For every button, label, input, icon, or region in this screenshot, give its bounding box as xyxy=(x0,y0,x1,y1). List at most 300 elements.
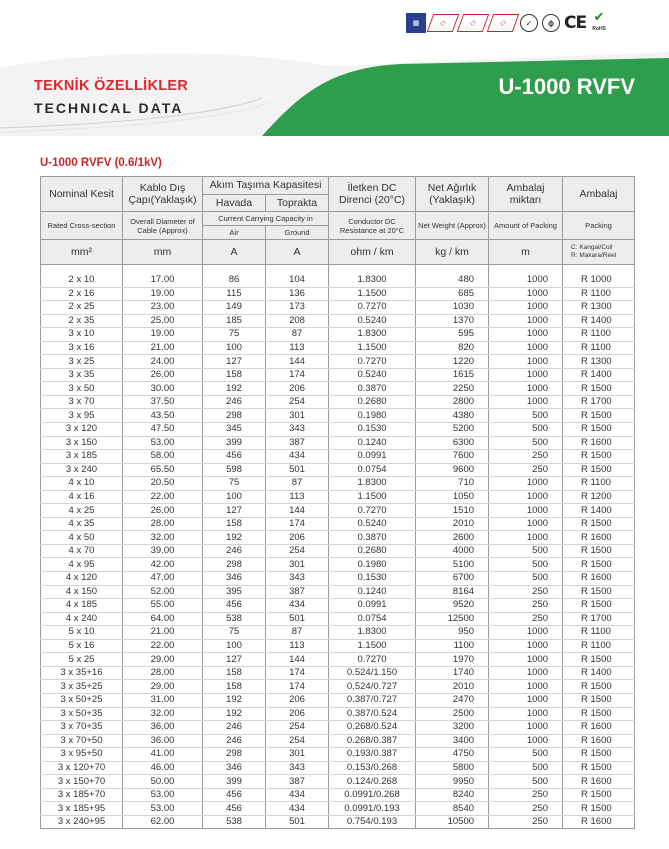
cell-resistance: 0.7270 xyxy=(329,355,416,369)
cell-current-air: 75 xyxy=(203,626,266,640)
cell-cross-section: 4 x 150 xyxy=(41,585,123,599)
cell-weight: 8540 xyxy=(416,802,489,816)
cell-amount: 1000 xyxy=(489,504,563,518)
title-turkish: TEKNİK ÖZELLİKLER xyxy=(34,78,189,94)
cell-resistance: 0.268/0.524 xyxy=(329,721,416,735)
header-resistance: İletken DC Direnci (20°C) xyxy=(329,177,416,212)
cell-weight: 4750 xyxy=(416,748,489,762)
cell-cross-section: 2 x 16 xyxy=(41,287,123,301)
cell-amount: 500 xyxy=(489,558,563,572)
unit-resistance: ohm / km xyxy=(329,240,416,265)
unit-packing-reel: R: Makara/Reel xyxy=(571,252,617,259)
cell-amount: 500 xyxy=(489,748,563,762)
cell-resistance: 0.7270 xyxy=(329,504,416,518)
cell-diameter: 29.00 xyxy=(123,653,203,667)
cell-current-air: 185 xyxy=(203,314,266,328)
cell-weight: 1050 xyxy=(416,490,489,504)
cell-current-air: 158 xyxy=(203,517,266,531)
table-row xyxy=(41,274,635,287)
cell-packing: R 1500 xyxy=(563,544,635,558)
cell-weight: 3400 xyxy=(416,734,489,748)
cell-resistance: 1.8300 xyxy=(329,626,416,640)
cell-cross-section: 3 x 70+35 xyxy=(41,721,123,735)
cell-packing: R 1500 xyxy=(563,558,635,572)
cell-diameter: 53.00 xyxy=(123,436,203,450)
cell-weight: 6700 xyxy=(416,572,489,586)
cell-current-air: 246 xyxy=(203,721,266,735)
cell-current-ground: 387 xyxy=(266,775,329,789)
cell-current-air: 399 xyxy=(203,436,266,450)
cell-amount: 500 xyxy=(489,544,563,558)
table-row xyxy=(41,666,635,680)
cell-weight: 2800 xyxy=(416,395,489,409)
cell-amount: 1000 xyxy=(489,721,563,735)
cell-current-ground: 254 xyxy=(266,734,329,748)
cell-cross-section: 3 x 50 xyxy=(41,382,123,396)
cell-amount: 1000 xyxy=(489,382,563,396)
cell-amount: 1000 xyxy=(489,274,563,287)
cell-current-ground: 254 xyxy=(266,395,329,409)
cell-amount: 1000 xyxy=(489,680,563,694)
cell-weight: 9950 xyxy=(416,775,489,789)
cell-resistance: 1.8300 xyxy=(329,477,416,491)
table-row xyxy=(41,734,635,748)
cell-packing: R 1000 xyxy=(563,274,635,287)
header-air: Havada xyxy=(203,194,266,212)
cell-amount: 1000 xyxy=(489,653,563,667)
cell-weight: 1030 xyxy=(416,301,489,315)
cell-current-air: 538 xyxy=(203,815,266,829)
table-row xyxy=(41,653,635,667)
cell-diameter: 47.00 xyxy=(123,572,203,586)
cell-current-air: 395 xyxy=(203,585,266,599)
cell-amount: 1000 xyxy=(489,287,563,301)
cell-diameter: 43.50 xyxy=(123,409,203,423)
cell-diameter: 39.00 xyxy=(123,544,203,558)
cell-packing: R 1500 xyxy=(563,693,635,707)
cell-current-ground: 174 xyxy=(266,666,329,680)
cell-resistance: 0.268/0.387 xyxy=(329,734,416,748)
table-row xyxy=(41,314,635,328)
table-row xyxy=(41,287,635,301)
cell-amount: 250 xyxy=(489,450,563,464)
cell-amount: 250 xyxy=(489,788,563,802)
cell-cross-section: 3 x 95 xyxy=(41,409,123,423)
section-title: U-1000 RVFV (0.6/1kV) xyxy=(40,157,162,169)
cell-packing: R 1600 xyxy=(563,815,635,829)
cell-resistance: 1.8300 xyxy=(329,274,416,287)
cell-resistance: 0.387/0.727 xyxy=(329,693,416,707)
table-row xyxy=(41,382,635,396)
table-row xyxy=(41,328,635,342)
cell-amount: 1000 xyxy=(489,368,563,382)
table-row xyxy=(41,531,635,545)
quality-mark-icon: ▦ xyxy=(406,13,426,33)
cell-diameter: 31.00 xyxy=(123,693,203,707)
cell-resistance: 0.1240 xyxy=(329,585,416,599)
table-row xyxy=(41,626,635,640)
cell-amount: 1000 xyxy=(489,301,563,315)
cell-packing: R 1700 xyxy=(563,395,635,409)
cell-amount: 500 xyxy=(489,761,563,775)
table-row xyxy=(41,788,635,802)
cell-resistance: 0.1240 xyxy=(329,436,416,450)
cell-packing: R 1200 xyxy=(563,490,635,504)
cell-amount: 1000 xyxy=(489,477,563,491)
round-mark-icon: ✓ xyxy=(520,14,538,32)
cell-diameter: 21.00 xyxy=(123,626,203,640)
cell-current-ground: 174 xyxy=(266,517,329,531)
cell-diameter: 42.00 xyxy=(123,558,203,572)
cell-weight: 2470 xyxy=(416,693,489,707)
cell-current-ground: 144 xyxy=(266,504,329,518)
title-english: TECHNICAL DATA xyxy=(34,100,184,116)
table-row xyxy=(41,436,635,450)
cell-cross-section: 3 x 150+70 xyxy=(41,775,123,789)
cell-current-air: 75 xyxy=(203,477,266,491)
cell-current-ground: 387 xyxy=(266,436,329,450)
cell-diameter: 36.00 xyxy=(123,734,203,748)
cell-packing: R 1500 xyxy=(563,585,635,599)
table-row xyxy=(41,721,635,735)
cell-cross-section: 4 x 70 xyxy=(41,544,123,558)
cell-current-ground: 87 xyxy=(266,626,329,640)
rohs-mark-icon: ✔ RoHS xyxy=(592,9,606,32)
cell-current-air: 298 xyxy=(203,558,266,572)
cell-current-air: 158 xyxy=(203,680,266,694)
cell-cross-section: 3 x 70+50 xyxy=(41,734,123,748)
cell-diameter: 32.00 xyxy=(123,531,203,545)
cell-amount: 250 xyxy=(489,599,563,613)
cell-weight: 10500 xyxy=(416,815,489,829)
cell-cross-section: 3 x 35+16 xyxy=(41,666,123,680)
cell-cross-section: 2 x 25 xyxy=(41,301,123,315)
table-row xyxy=(41,558,635,572)
cell-diameter: 19.00 xyxy=(123,287,203,301)
cell-cross-section: 3 x 70 xyxy=(41,395,123,409)
cell-diameter: 58.00 xyxy=(123,450,203,464)
cell-weight: 2010 xyxy=(416,680,489,694)
cell-cross-section: 3 x 240+95 xyxy=(41,815,123,829)
cell-weight: 1615 xyxy=(416,368,489,382)
cell-weight: 1970 xyxy=(416,653,489,667)
cell-packing: R 1600 xyxy=(563,436,635,450)
cell-cross-section: 2 x 10 xyxy=(41,274,123,287)
product-name: U-1000 RVFV xyxy=(498,74,635,99)
cell-weight: 9600 xyxy=(416,463,489,477)
cell-current-ground: 144 xyxy=(266,653,329,667)
table-row xyxy=(41,815,635,829)
header-weight: Net Ağırlık (Yaklaşık) xyxy=(416,177,489,212)
cell-diameter: 62.00 xyxy=(123,815,203,829)
table-body xyxy=(41,265,635,829)
cell-packing: R 1500 xyxy=(563,802,635,816)
cell-packing: R 1100 xyxy=(563,328,635,342)
cell-diameter: 29.00 xyxy=(123,680,203,694)
header-en-nominal: Rated Cross-section xyxy=(41,212,123,240)
cell-weight: 595 xyxy=(416,328,489,342)
cell-weight: 5200 xyxy=(416,423,489,437)
cell-resistance: 0.0991/0.268 xyxy=(329,788,416,802)
cell-weight: 9520 xyxy=(416,599,489,613)
cell-packing: R 1500 xyxy=(563,761,635,775)
cell-current-air: 127 xyxy=(203,653,266,667)
cell-current-air: 399 xyxy=(203,775,266,789)
table-row xyxy=(41,423,635,437)
table-row xyxy=(41,368,635,382)
cell-resistance: 0.524/0.727 xyxy=(329,680,416,694)
table-row xyxy=(41,477,635,491)
table-row xyxy=(41,693,635,707)
cell-current-air: 298 xyxy=(203,748,266,762)
cell-diameter: 41.00 xyxy=(123,748,203,762)
ce-mark-icon: CE xyxy=(564,13,587,33)
cell-weight: 1100 xyxy=(416,639,489,653)
table-row xyxy=(41,680,635,694)
cell-amount: 500 xyxy=(489,775,563,789)
cell-cross-section: 4 x 25 xyxy=(41,504,123,518)
cell-packing: R 1600 xyxy=(563,775,635,789)
cell-amount: 500 xyxy=(489,436,563,450)
cell-current-ground: 206 xyxy=(266,707,329,721)
header-en-weight: Net Weight (Approx) xyxy=(416,212,489,240)
cell-diameter: 55.00 xyxy=(123,599,203,613)
cell-resistance: 0.0754 xyxy=(329,612,416,626)
cell-amount: 500 xyxy=(489,423,563,437)
cell-resistance: 1.1500 xyxy=(329,639,416,653)
cell-cross-section: 4 x 35 xyxy=(41,517,123,531)
table-row xyxy=(41,572,635,586)
cell-cross-section: 3 x 95+50 xyxy=(41,748,123,762)
cell-cross-section: 3 x 35 xyxy=(41,368,123,382)
cell-diameter: 37.50 xyxy=(123,395,203,409)
cell-amount: 1000 xyxy=(489,693,563,707)
cell-current-air: 149 xyxy=(203,301,266,315)
unit-packing-coil: C: Kangal/Coil xyxy=(571,244,613,251)
cell-amount: 1000 xyxy=(489,734,563,748)
cell-current-air: 246 xyxy=(203,544,266,558)
cell-current-ground: 301 xyxy=(266,558,329,572)
cell-amount: 1000 xyxy=(489,517,563,531)
cell-diameter: 26.00 xyxy=(123,504,203,518)
cell-cross-section: 5 x 25 xyxy=(41,653,123,667)
cell-packing: R 1100 xyxy=(563,287,635,301)
certification-marks xyxy=(406,10,608,36)
cell-resistance: 0.7270 xyxy=(329,653,416,667)
header-amount: Ambalaj miktarı xyxy=(489,177,563,212)
cell-weight: 4000 xyxy=(416,544,489,558)
cell-diameter: 53.00 xyxy=(123,788,203,802)
cell-packing: R 1500 xyxy=(563,450,635,464)
cell-current-ground: 87 xyxy=(266,328,329,342)
cell-resistance: 1.1500 xyxy=(329,341,416,355)
cell-weight: 12500 xyxy=(416,612,489,626)
cell-current-ground: 113 xyxy=(266,490,329,504)
table-row xyxy=(41,639,635,653)
cell-current-ground: 434 xyxy=(266,599,329,613)
table-spacer xyxy=(41,265,635,275)
unit-packing xyxy=(563,240,635,265)
cell-current-air: 345 xyxy=(203,423,266,437)
cell-packing: R 1400 xyxy=(563,504,635,518)
cell-cross-section: 4 x 50 xyxy=(41,531,123,545)
table-row xyxy=(41,355,635,369)
cell-diameter: 21.00 xyxy=(123,341,203,355)
cell-current-ground: 174 xyxy=(266,368,329,382)
cell-resistance: 0.1530 xyxy=(329,572,416,586)
cell-current-ground: 173 xyxy=(266,301,329,315)
cell-weight: 950 xyxy=(416,626,489,640)
cell-weight: 2600 xyxy=(416,531,489,545)
cell-cross-section: 4 x 185 xyxy=(41,599,123,613)
cell-weight: 1510 xyxy=(416,504,489,518)
cell-current-ground: 501 xyxy=(266,463,329,477)
cell-cross-section: 3 x 240 xyxy=(41,463,123,477)
cell-amount: 250 xyxy=(489,802,563,816)
cell-packing: R 1500 xyxy=(563,423,635,437)
cell-amount: 1000 xyxy=(489,490,563,504)
cell-weight: 820 xyxy=(416,341,489,355)
cell-packing: R 1300 xyxy=(563,301,635,315)
unit-weight: kg / km xyxy=(416,240,489,265)
cell-amount: 1000 xyxy=(489,666,563,680)
cell-current-ground: 343 xyxy=(266,761,329,775)
cell-resistance: 0.2680 xyxy=(329,544,416,558)
cell-current-air: 456 xyxy=(203,802,266,816)
cell-current-air: 456 xyxy=(203,788,266,802)
cell-weight: 4380 xyxy=(416,409,489,423)
unit-air: A xyxy=(203,240,266,265)
cell-diameter: 23.00 xyxy=(123,301,203,315)
cell-cross-section: 3 x 120+70 xyxy=(41,761,123,775)
cell-packing: R 1500 xyxy=(563,788,635,802)
cell-amount: 250 xyxy=(489,815,563,829)
cell-resistance: 0.3870 xyxy=(329,382,416,396)
header-en-resistance: Conductor DC Resistance at 20°C xyxy=(329,212,416,240)
cell-diameter: 30.00 xyxy=(123,382,203,396)
cell-weight: 1220 xyxy=(416,355,489,369)
cell-cross-section: 2 x 35 xyxy=(41,314,123,328)
cell-amount: 1000 xyxy=(489,395,563,409)
cell-current-air: 158 xyxy=(203,666,266,680)
cell-packing: R 1600 xyxy=(563,572,635,586)
header-nominal: Nominal Kesit xyxy=(41,177,123,212)
cell-amount: 500 xyxy=(489,572,563,586)
cell-current-ground: 501 xyxy=(266,815,329,829)
cell-current-air: 346 xyxy=(203,761,266,775)
cell-resistance: 0.0991/0.193 xyxy=(329,802,416,816)
cell-current-air: 100 xyxy=(203,639,266,653)
cell-packing: R 1500 xyxy=(563,382,635,396)
cell-packing: R 1500 xyxy=(563,409,635,423)
cell-cross-section: 5 x 10 xyxy=(41,626,123,640)
cell-cross-section: 5 x 16 xyxy=(41,639,123,653)
cell-current-air: 456 xyxy=(203,450,266,464)
header-ground: Toprakta xyxy=(266,194,329,212)
cell-diameter: 53.00 xyxy=(123,802,203,816)
cell-amount: 1000 xyxy=(489,314,563,328)
cell-resistance: 0.153/0.268 xyxy=(329,761,416,775)
header-diameter: Kablo Dış Çapı(Yaklaşık) xyxy=(123,177,203,212)
cell-packing: R 1500 xyxy=(563,653,635,667)
cell-cross-section: 3 x 185 xyxy=(41,450,123,464)
cell-packing: R 1600 xyxy=(563,531,635,545)
cell-packing: R 1100 xyxy=(563,626,635,640)
cell-resistance: 0.1530 xyxy=(329,423,416,437)
cell-packing: R 1700 xyxy=(563,612,635,626)
table-row xyxy=(41,761,635,775)
table-row xyxy=(41,301,635,315)
cell-amount: 1000 xyxy=(489,328,563,342)
cell-current-ground: 206 xyxy=(266,531,329,545)
cell-diameter: 20.50 xyxy=(123,477,203,491)
cell-current-air: 127 xyxy=(203,504,266,518)
cell-weight: 710 xyxy=(416,477,489,491)
cell-weight: 5100 xyxy=(416,558,489,572)
cell-diameter: 19.00 xyxy=(123,328,203,342)
cell-diameter: 36.00 xyxy=(123,721,203,735)
cell-resistance: 0.524/1.150 xyxy=(329,666,416,680)
cell-amount: 1000 xyxy=(489,626,563,640)
cell-resistance: 1.1500 xyxy=(329,490,416,504)
cell-amount: 1000 xyxy=(489,355,563,369)
cell-packing: R 1500 xyxy=(563,463,635,477)
cell-cross-section: 3 x 120 xyxy=(41,423,123,437)
cell-diameter: 50.00 xyxy=(123,775,203,789)
cell-cross-section: 3 x 10 xyxy=(41,328,123,342)
cell-packing: R 1300 xyxy=(563,355,635,369)
cell-resistance: 0.0991 xyxy=(329,450,416,464)
cell-current-air: 456 xyxy=(203,599,266,613)
cell-diameter: 22.00 xyxy=(123,490,203,504)
cell-diameter: 46.00 xyxy=(123,761,203,775)
cell-packing: R 1500 xyxy=(563,707,635,721)
header-en-diameter: Overall Diameter of Cable (Approx) xyxy=(123,212,203,240)
cell-packing: R 1600 xyxy=(563,721,635,735)
cell-resistance: 0.754/0.193 xyxy=(329,815,416,829)
cell-cross-section: 4 x 16 xyxy=(41,490,123,504)
cell-amount: 250 xyxy=(489,612,563,626)
cell-current-ground: 113 xyxy=(266,341,329,355)
cell-cross-section: 3 x 50+25 xyxy=(41,693,123,707)
cell-current-air: 100 xyxy=(203,490,266,504)
table-row xyxy=(41,490,635,504)
cell-resistance: 1.1500 xyxy=(329,287,416,301)
table-row xyxy=(41,585,635,599)
table-row xyxy=(41,599,635,613)
cell-cross-section: 3 x 50+35 xyxy=(41,707,123,721)
table-row xyxy=(41,341,635,355)
cell-current-ground: 301 xyxy=(266,409,329,423)
cell-diameter: 24.00 xyxy=(123,355,203,369)
diamond-mark-icon: ◇ xyxy=(427,14,460,32)
cell-weight: 5800 xyxy=(416,761,489,775)
cell-resistance: 0.1980 xyxy=(329,558,416,572)
cell-weight: 1740 xyxy=(416,666,489,680)
cell-diameter: 52.00 xyxy=(123,585,203,599)
cell-diameter: 28.00 xyxy=(123,517,203,531)
cell-amount: 1000 xyxy=(489,639,563,653)
header-en-current: Current Carrying Capacity in xyxy=(203,212,329,226)
cell-diameter: 28.00 xyxy=(123,666,203,680)
table-row xyxy=(41,504,635,518)
cell-diameter: 22.00 xyxy=(123,639,203,653)
cell-resistance: 0.124/0.268 xyxy=(329,775,416,789)
cell-packing: R 1100 xyxy=(563,639,635,653)
technical-data-table xyxy=(40,176,635,829)
cell-packing: R 1400 xyxy=(563,666,635,680)
cell-amount: 1000 xyxy=(489,341,563,355)
